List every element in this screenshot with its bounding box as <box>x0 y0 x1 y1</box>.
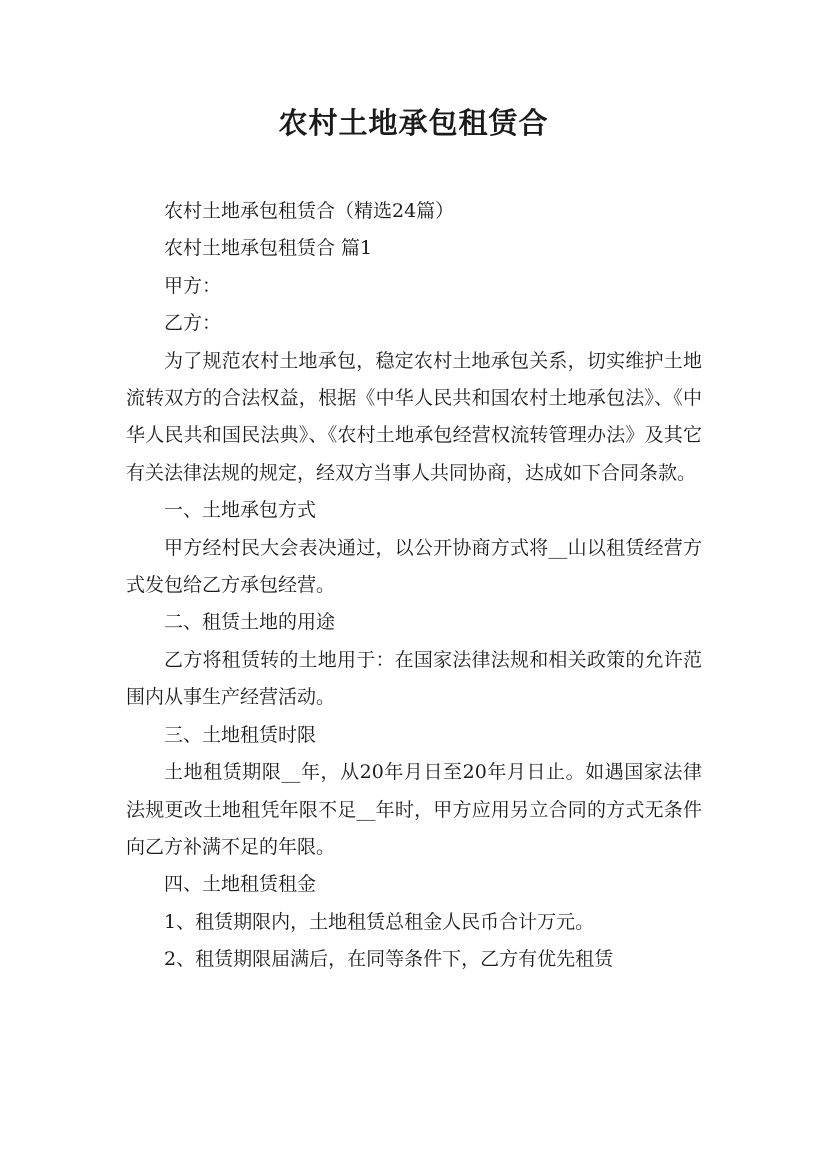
section-heading: 农村土地承包租赁合 篇1 <box>164 237 373 260</box>
party-a-line: 甲方： <box>164 274 222 297</box>
document-body <box>126 193 702 979</box>
clause-paragraph-2: 乙方将租赁转的土地用于：在国家法律法规和相关政策的允许范围内从事生产经营活动。 <box>126 648 702 709</box>
party-b-line: 乙方： <box>164 312 222 335</box>
clause-heading-3: 三、土地租赁时限 <box>164 723 317 746</box>
clause-paragraph-1: 甲方经村民大会表决通过，以公开协商方式将__山以租赁经营方式发包给乙方承包经营。 <box>126 536 702 597</box>
subtitle-line: 农村土地承包租赁合（精选24篇） <box>164 200 455 222</box>
clause-paragraph-3: 土地租赁期限__年，从20年月日至20年月日止。如遇国家法律法规更改土地租凭年限不足__年时，甲方应用另立合同的方式无条件向乙方补满不足的年限。 <box>126 761 702 858</box>
clause-heading-1: 一、土地承包方式 <box>164 499 317 522</box>
clause-heading-4: 四、土地租赁租金 <box>164 873 317 896</box>
preamble-paragraph: 为了规范农村土地承包，稳定农村土地承包关系，切实维护土地流转双方的合法权益，根据《中华人民共和国农村土地承包法》、《中华人民共和国民法典》、《农村土地承包经营权流转管理办法》及其它有关法律法规的规定，经双方当事人共同协商，达成如下合同条款。 <box>126 349 702 484</box>
clause-heading-2: 二、租赁土地的用途 <box>164 611 336 634</box>
clause-item-4-2: 2、租赁期限届满后，在同等条件下，乙方有优先租赁 <box>164 948 614 971</box>
clause-item-4-1: 1、租赁期限内，土地租赁总租金人民币合计万元。 <box>164 910 595 933</box>
document-title: 农村土地承包租赁合 <box>278 106 549 140</box>
